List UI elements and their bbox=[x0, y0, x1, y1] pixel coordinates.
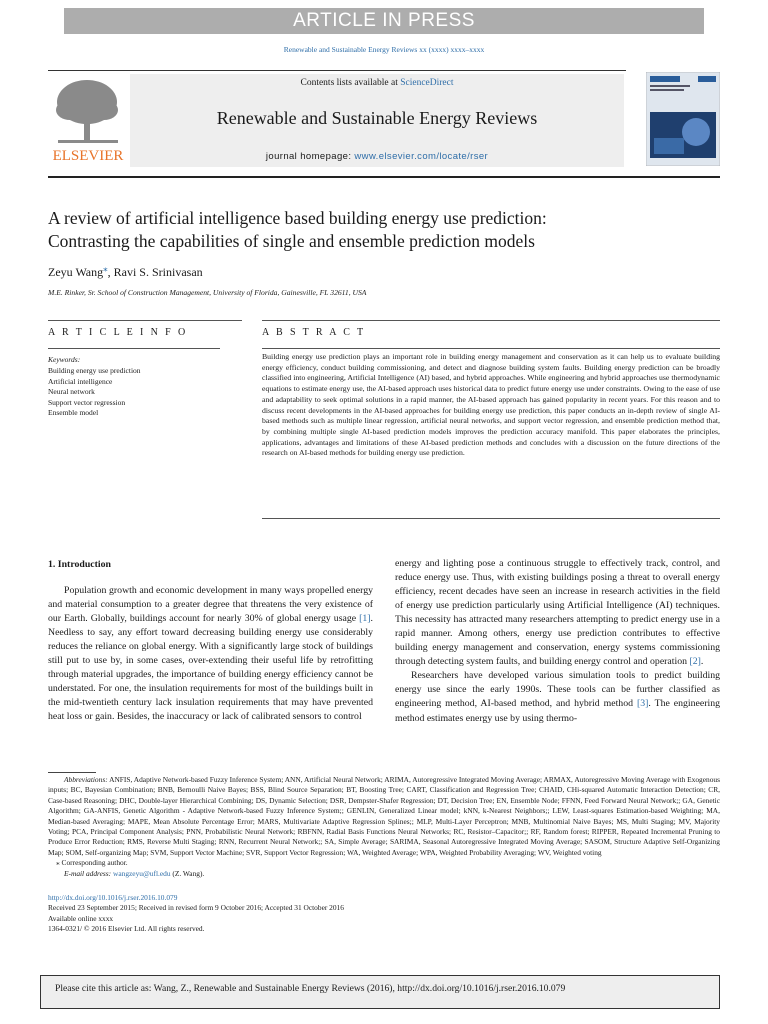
article-info-heading: A R T I C L E I N F O bbox=[48, 327, 188, 338]
abbreviations-label: Abbreviations: bbox=[64, 775, 108, 784]
abstract-rule bbox=[262, 348, 720, 349]
citation-link[interactable]: [1] bbox=[359, 613, 371, 625]
journal-homepage-line bbox=[130, 151, 624, 162]
doi-link[interactable]: http://dx.doi.org/10.1016/j.rser.2016.10.079 bbox=[48, 893, 178, 902]
keywords-list bbox=[48, 366, 141, 419]
article-info-rule bbox=[48, 348, 220, 349]
abbreviations-text: ANFIS, Adaptive Network-based Fuzzy Inference System; ANN, Artificial Neural Network; ARIMA, Autoregressive Integrated Moving Average; ARMAX, Autoregressive Moving Average with Exogenous inputs; BC, Bayesian Combination; BNB, Bernoulli Naive Bayes; BSS, Blind Source Separation; BT, Boosting Tree; CART, Classification and Regression Tree; CHAID, CHi-squared Automatic Interaction Detection; CR, Case-based Reasoning; DHC, Double-layer Hierarchical Combining; DS, Dynamic Selection; DSR, Dempster-Shafer Regression; DT, Decision Tree; EN, Ensemble Node; FFNN, Feed Forward Neural Network;; GA, Genetic Algorithm; GA-ANFIS, Genetic Algorithm - Adaptive Network-based Fuzzy Inference System;; GENLIN, Generalized Linear model; kNN, k-Nearest Neighbors;; LEW, Least-squares Estimation-based Weighting; MA, Median-based Averaging; MAPE, Mean Absolute Percentage Error; MARS, Multivariate Adaptive Regression Splines;; MLP, Multi-Layer Perceptron; MNB, Multinomial Naive Bayes; MS, Multi Staging; MV, Majority Voting; PCA, Principal Component Analysis; PNN, Probabilistic Neural Network; RBFNN, Radial Basis Functions Neural Networks; RC, Resistor–Capacitor;; RF, Random forest; RIPPER, Repeated Incremental Pruning to Produce Error Reduction; RMS, Reverse Multi Staging; RNN, Recurrent Neural Network;; SA, Simple Average; SARIMA, Seasonal Autoregressive Integrated Moving Average; SASOM, Structure Adaptive Self-Organizing Map; SOM, Self-organizing Map; SVM, Support Vector Machine; SVR, Support Vector Regression; WA, Weighted Average; WPA, Weighted Probability Averaging; WV, Weighted voting bbox=[48, 775, 720, 857]
author-list bbox=[48, 263, 203, 280]
abstract-rule-top bbox=[262, 320, 720, 321]
corresponding-author-note: ⁎ Corresponding author. bbox=[56, 858, 128, 868]
received-dates: Received 23 September 2015; Received in revised form 9 October 2016; Accepted 31 October 2016 bbox=[48, 903, 344, 913]
citation-link[interactable]: [2] bbox=[689, 656, 701, 668]
available-online: Available online xxxx bbox=[48, 913, 114, 923]
email-label: E-mail address: bbox=[64, 868, 112, 878]
article-info-rule-top bbox=[48, 320, 242, 321]
header-top-rule bbox=[48, 70, 626, 71]
contents-prefix: Contents lists available at bbox=[300, 78, 401, 88]
author-rest[interactable]: , Ravi S. Srinivasan bbox=[107, 265, 203, 279]
paragraph bbox=[48, 584, 373, 724]
keywords-label: Keywords: bbox=[48, 355, 81, 364]
paper-title-line-1: A review of artificial intelligence based building energy use prediction: bbox=[48, 208, 547, 228]
footnotes bbox=[48, 775, 720, 879]
journal-cover-image[interactable] bbox=[646, 72, 720, 166]
paper-title-line-2: Contrasting the capabilities of single and ensemble prediction models bbox=[48, 231, 535, 251]
abbreviations-footnote bbox=[48, 775, 720, 858]
email-suffix: (Z. Wang). bbox=[170, 868, 205, 878]
keyword-item: Support vector regression bbox=[48, 397, 126, 407]
paragraph bbox=[395, 557, 720, 669]
keyword-item: Building energy use prediction bbox=[48, 366, 141, 375]
header-bottom-rule bbox=[48, 176, 720, 178]
paragraph-text: . bbox=[700, 656, 704, 668]
keyword-item: Neural network bbox=[48, 387, 95, 397]
paragraph-text: Researchers have developed various simulation tools to predict building energy use since the early 1990s. These tools can be further classified as engineering method, AI-based method, and hybrid method bbox=[395, 670, 720, 710]
abstract-text: Building energy use prediction plays an important role in building energy management and conservation as it can help us to evaluate building energy efficiency, conduct building commissioning, and detect and diagnose building system faults. Building energy prediction can be broadly classified into engineering, Artificial Intelligence (AI) based, and hybrid approaches. While engineering and hybrid approaches use thermodynamic equations to estimate energy use, the AI-based approach uses historical data to predict future energy use under constraints. Owing to the ease of use and adaptability to seek optimal solutions in a rapid manner, the AI-based approach has gained popularity in recent years. For this reason and to discuss recent developments in the AI-based approaches for building energy use prediction, this paper conducts an in-depth review of single AI-based methods such as multiple linear regression, artificial neural networks, and support vector regression, and ensemble prediction method that, by combining multiple single AI-based prediction models improves the prediction accuracy manifold. This paper elaborates the principles, applications, advantages and limitations of these AI-based prediction methods and concludes with a discussion on the future directions of the research on AI-based methods for building energy use prediction. bbox=[262, 352, 720, 458]
footnote-rule bbox=[48, 772, 96, 773]
article-in-press-banner: ARTICLE IN PRESS bbox=[64, 8, 704, 34]
section-heading-introduction: 1. Introduction bbox=[48, 559, 111, 570]
paragraph-text: . Needless to say, any effort toward decreasing building energy use considerably reduces the reliance on global energy. With a significantly large stock of buildings still put to use by, in some cases, over-extending their useful life by retrofitting through material upgrades, the importance of building energy efficiency cannot be understated. For one, the insulation requirements for most of the buildings built in the mid-twentieth century lack insulation requirements that may have prevented heat loss or gain. Besides, the inaccuracy or lack of calibrated sensors to control bbox=[48, 613, 373, 723]
elsevier-wordmark: ELSEVIER bbox=[52, 148, 124, 164]
paragraph-text: Population growth and economic development in many ways propelled energy and material consumption to a greater degree that threatens the very existence of our Earth. Globally, buildings account for nearly 30% of global energy usage bbox=[48, 585, 373, 625]
email-link[interactable]: wangzeyu@ufl.edu bbox=[113, 868, 171, 878]
author-first[interactable]: Zeyu Wang bbox=[48, 265, 104, 279]
paper-title bbox=[48, 207, 720, 253]
body-column-right bbox=[395, 557, 720, 726]
contents-line bbox=[130, 78, 624, 88]
citation-link[interactable]: [3] bbox=[636, 698, 649, 710]
elsevier-logo bbox=[48, 74, 128, 166]
homepage-link[interactable]: www.elsevier.com/locate/rser bbox=[354, 151, 489, 162]
keyword-item: Ensemble model bbox=[48, 408, 99, 418]
abstract-rule-bottom bbox=[262, 518, 720, 519]
citation-notice-text[interactable]: Please cite this article as: Wang, Z., Renewable and Sustainable Energy Reviews (2016), http://dx.doi.org/10.1016/j.rser.2016.10.079 bbox=[55, 983, 566, 994]
journal-title: Renewable and Sustainable Energy Reviews bbox=[216, 108, 538, 128]
body-column-left bbox=[48, 584, 373, 724]
sciencedirect-link[interactable]: ScienceDirect bbox=[400, 78, 454, 88]
article-meta bbox=[48, 893, 344, 935]
homepage-prefix: journal homepage: bbox=[265, 151, 355, 162]
issn-copyright: 1364-0321/ © 2016 Elsevier Ltd. All rights reserved. bbox=[48, 924, 205, 934]
paragraph-text: energy and lighting pose a continuous struggle to effectively track, control, and reduce energy use. Thus, with existing buildings posing a threat to overall energy efficiency, recent decades have seen an increase in research activities in the field of energy use prediction particularly using Artificial Intelligence (AI) techniques. This necessity has attracted many researchers attempting to predict energy use in a rapid manner. Among others, energy use prediction contributes to effective building energy management and conservation, energy systems commissioning through detecting system faults, and building energy control and operation bbox=[395, 558, 720, 668]
paragraph-text: . The engineering method estimates energy use by using thermo- bbox=[395, 698, 720, 724]
paragraph bbox=[395, 669, 720, 725]
keyword-item: Artificial intelligence bbox=[48, 376, 113, 386]
abstract-heading: A B S T R A C T bbox=[262, 327, 366, 338]
email-note bbox=[48, 869, 720, 879]
journal-reference-link[interactable]: Renewable and Sustainable Energy Reviews xx (xxxx) xxxx–xxxx bbox=[283, 45, 485, 54]
affiliation: M.E. Rinker, Sr. School of Construction Management, University of Florida, Gainesville, FL 32611, USA bbox=[48, 288, 367, 297]
corresponding-author-mark[interactable]: ⁎ bbox=[103, 263, 108, 273]
